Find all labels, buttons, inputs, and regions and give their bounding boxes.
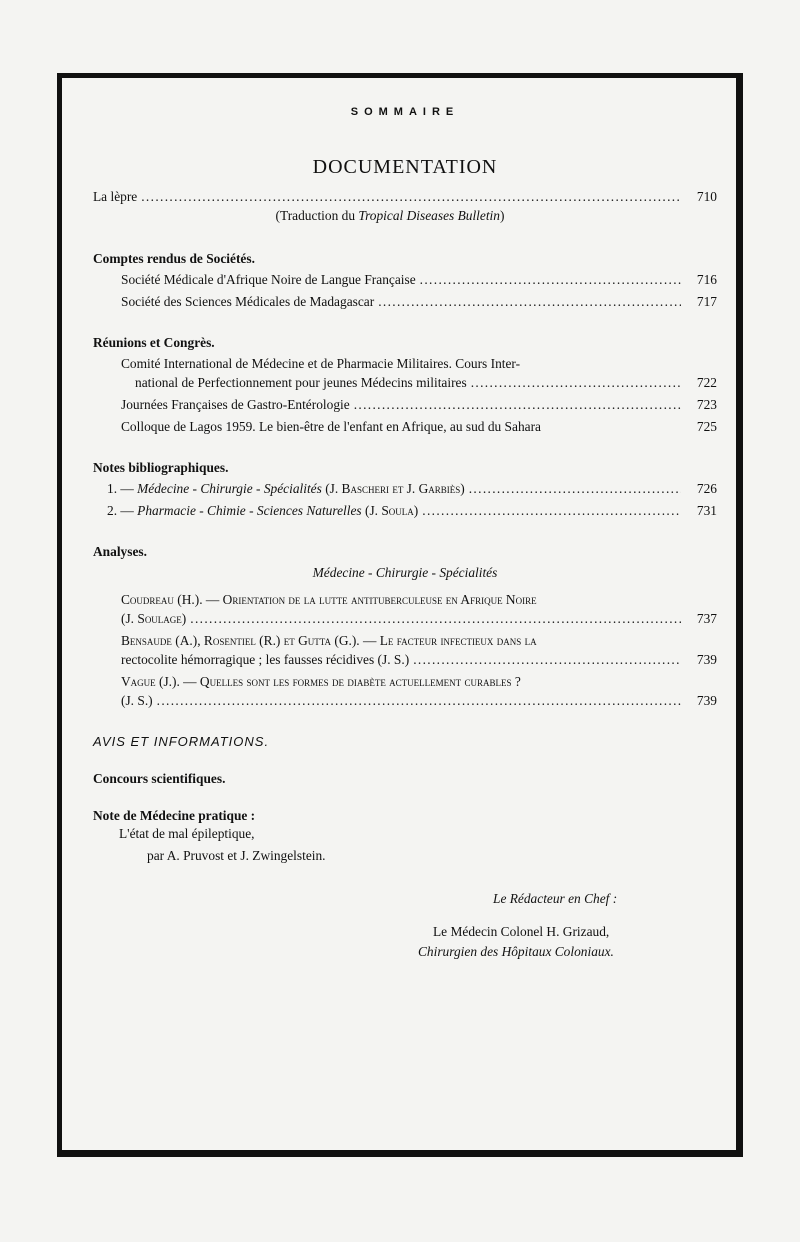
analyses-subheading: Médecine - Chirurgie - Spécialités (312, 565, 498, 580)
signature-title: Le Rédacteur en Chef : (493, 891, 618, 906)
section-heading-notes: Notes bibliographiques. (93, 460, 229, 475)
page-number: 717 (696, 294, 717, 309)
page-number: 722 (696, 375, 717, 390)
leader-dots (190, 609, 681, 628)
leader-dots (420, 270, 681, 289)
section-heading-note-medecine: Note de Médecine pratique : (93, 808, 256, 823)
analysis-entry-line: Vague (J.). — Quelles sont les formes de diabète actuellement curables ? (121, 674, 521, 689)
toc-entry: 2. — Pharmacie - Chimie - Sciences Naturelles (J. Soula) . . . 731 (93, 501, 717, 520)
page-number: 737 (696, 611, 717, 626)
toc-entry: 1. — Médecine - Chirurgie - Spécialités (J. Bascheri et J. Garbiès) . . . 726 (93, 479, 717, 498)
note-authors: par A. Pruvost et J. Zwingelstein. (147, 848, 326, 863)
toc-entry: Société des Sciences Médicales de Madagascar . . . 717 (93, 292, 717, 311)
toc-entry: Colloque de Lagos 1959. Le bien-être de l'enfant en Afrique, au sud du Sahara 725 (121, 419, 717, 434)
leader-dots (413, 650, 681, 669)
section-heading-analyses: Analyses. (93, 544, 147, 559)
translation-note: (Traduction du Tropical Diseases Bulletin) (275, 208, 505, 223)
leader-dots (141, 187, 681, 206)
toc-entry-lepre (93, 187, 717, 206)
page-number: 739 (696, 693, 717, 708)
page-title: DOCUMENTATION (312, 156, 498, 178)
page-number: 710 (696, 189, 717, 204)
analysis-entry: rectocolite hémorragique ; les fausses récidives (J. S.) . . . 739 (93, 650, 717, 669)
page-number: 739 (696, 652, 717, 667)
signature-role: Chirurgien des Hôpitaux Coloniaux. (418, 944, 614, 959)
toc-entry-line: Comité International de Médecine et de Pharmacie Militaires. Cours Inter- (121, 356, 521, 371)
page-number: 716 (696, 272, 717, 287)
leader-dots (469, 479, 681, 498)
page-number: 725 (696, 419, 717, 434)
leader-dots (471, 373, 681, 392)
table-of-contents (93, 100, 717, 959)
analysis-entry: (J. S.) . . . 739 (93, 691, 717, 710)
toc-entry: national de Perfectionnement pour jeunes Médecins militaires . . . 722 (93, 373, 717, 392)
section-heading-concours: Concours scientifiques. (93, 771, 226, 786)
leader-dots (354, 395, 681, 414)
section-heading-comptes: Comptes rendus de Sociétés. (93, 251, 255, 266)
analysis-entry-line: Coudreau (H.). — Orientation de la lutte antituberculeuse en Afrique Noire (121, 592, 537, 607)
page-number: 731 (696, 503, 717, 518)
page-number: 723 (696, 397, 717, 412)
toc-entry: Société Médicale d'Afrique Noire de Langue Française . . . 716 (93, 270, 717, 289)
analysis-entry: (J. Soulage) . . . 737 (93, 609, 717, 628)
leader-dots (157, 691, 681, 710)
toc-entry: Journées Françaises de Gastro-Entérologie . . . 723 (93, 395, 717, 414)
avis-heading: AVIS ET INFORMATIONS. (93, 734, 270, 749)
leader-dots (378, 292, 681, 311)
analysis-entry-line: Bensaude (A.), Rosentiel (R.) et Gutta (G.). — Le facteur infectieux dans la (121, 633, 537, 648)
masthead: SOMMAIRE (350, 106, 460, 118)
signature-name: Le Médecin Colonel H. Grizaud, (433, 924, 610, 939)
leader-dots (422, 501, 681, 520)
note-title: L'état de mal épileptique, (119, 826, 255, 841)
section-heading-reunions: Réunions et Congrès. (93, 335, 215, 350)
toc-entry-label: La lèpre (93, 189, 138, 204)
page-number: 726 (696, 481, 717, 496)
